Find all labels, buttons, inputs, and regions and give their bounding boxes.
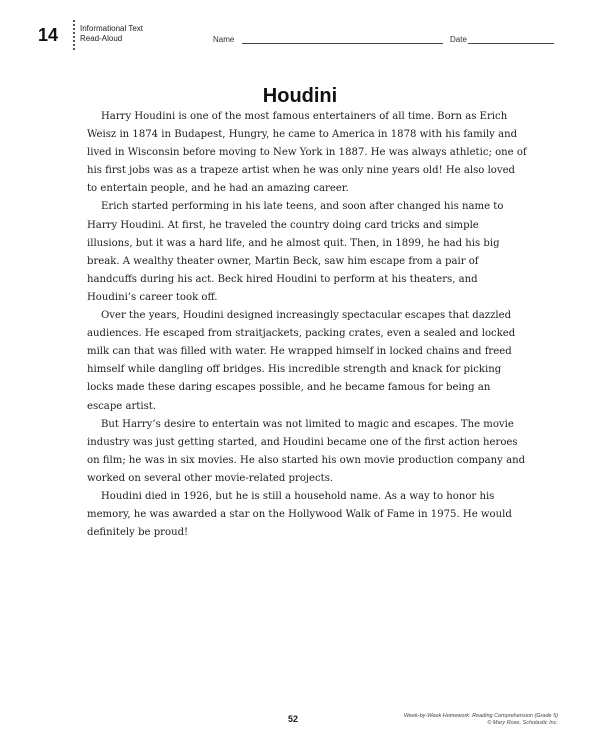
paragraph: Houdini died in 1926, but he is still a household name. As a way to honor his memory, he was awarded a star on the Hollywood Walk of Fame in 1975. He would definitely be proud!: [87, 490, 512, 539]
page-title: Houdini: [262, 85, 338, 107]
credit-line-1: Week-by-Week Homework: Reading Comprehension (Grade 5): [403, 713, 558, 719]
text-type-label: [80, 24, 143, 44]
paragraph: Over the years, Houdini designed increasingly spectacular escapes that dazzled audiences. He escaped from straitjackets, packing crates, even a sealed and locked milk can that was filled with water. He wrapped himself in locked chains and freed himself while dangling off bridges. His incredible strength and knack for picking locks made these daring escapes possible, and he became famous for being an escape artist.: [87, 310, 516, 412]
dotted-divider: [73, 20, 75, 50]
article-body: [87, 108, 527, 542]
date-field[interactable]: [468, 43, 554, 44]
week-number: 14: [38, 25, 59, 45]
name-label: Name: [213, 35, 235, 44]
paragraph: Harry Houdini is one of the most famous entertainers of all time. Born as Erich Weisz in 1874 in Budapest, Hungry, he came to America in 1878 with his family and lived in Wisconsin before moving to New York in 1887. He was always athletic; one of his first jobs was as a trapeze artist when he was only nine years old! He also loved to entertain people, and he had an amazing career.: [87, 111, 527, 195]
credit-line-2: © Mary Rose, Scholastic Inc.: [487, 720, 558, 726]
page-header: [0, 0, 600, 50]
paragraph: But Harry’s desire to entertain was not limited to magic and escapes. The movie industry was just getting started, and Houdini became one of the first action heroes on film; he was in six movies. He also started his own movie production company and worked on several other movie-related projects.: [87, 418, 526, 484]
footer-credit: [404, 713, 558, 727]
text-type-line-2: Read-Aloud: [80, 34, 123, 43]
paragraph: Erich started performing in his late teens, and soon after changed his name to Harry Houdini. At first, he traveled the country doing card tricks and simple illusions, but it was a hard life, and he almost quit. Then, in 1899, he had his big break. A wealthy theater owner, Martin Beck, saw him escape from a pair of handcuffs during his act. Beck hired Houdini to perform at his theaters, and Houdini’s career took off.: [87, 201, 504, 303]
text-type-line-1: Informational Text: [80, 24, 143, 33]
page-number: 52: [288, 714, 299, 724]
name-field[interactable]: [242, 43, 443, 44]
date-label: Date: [450, 35, 467, 44]
